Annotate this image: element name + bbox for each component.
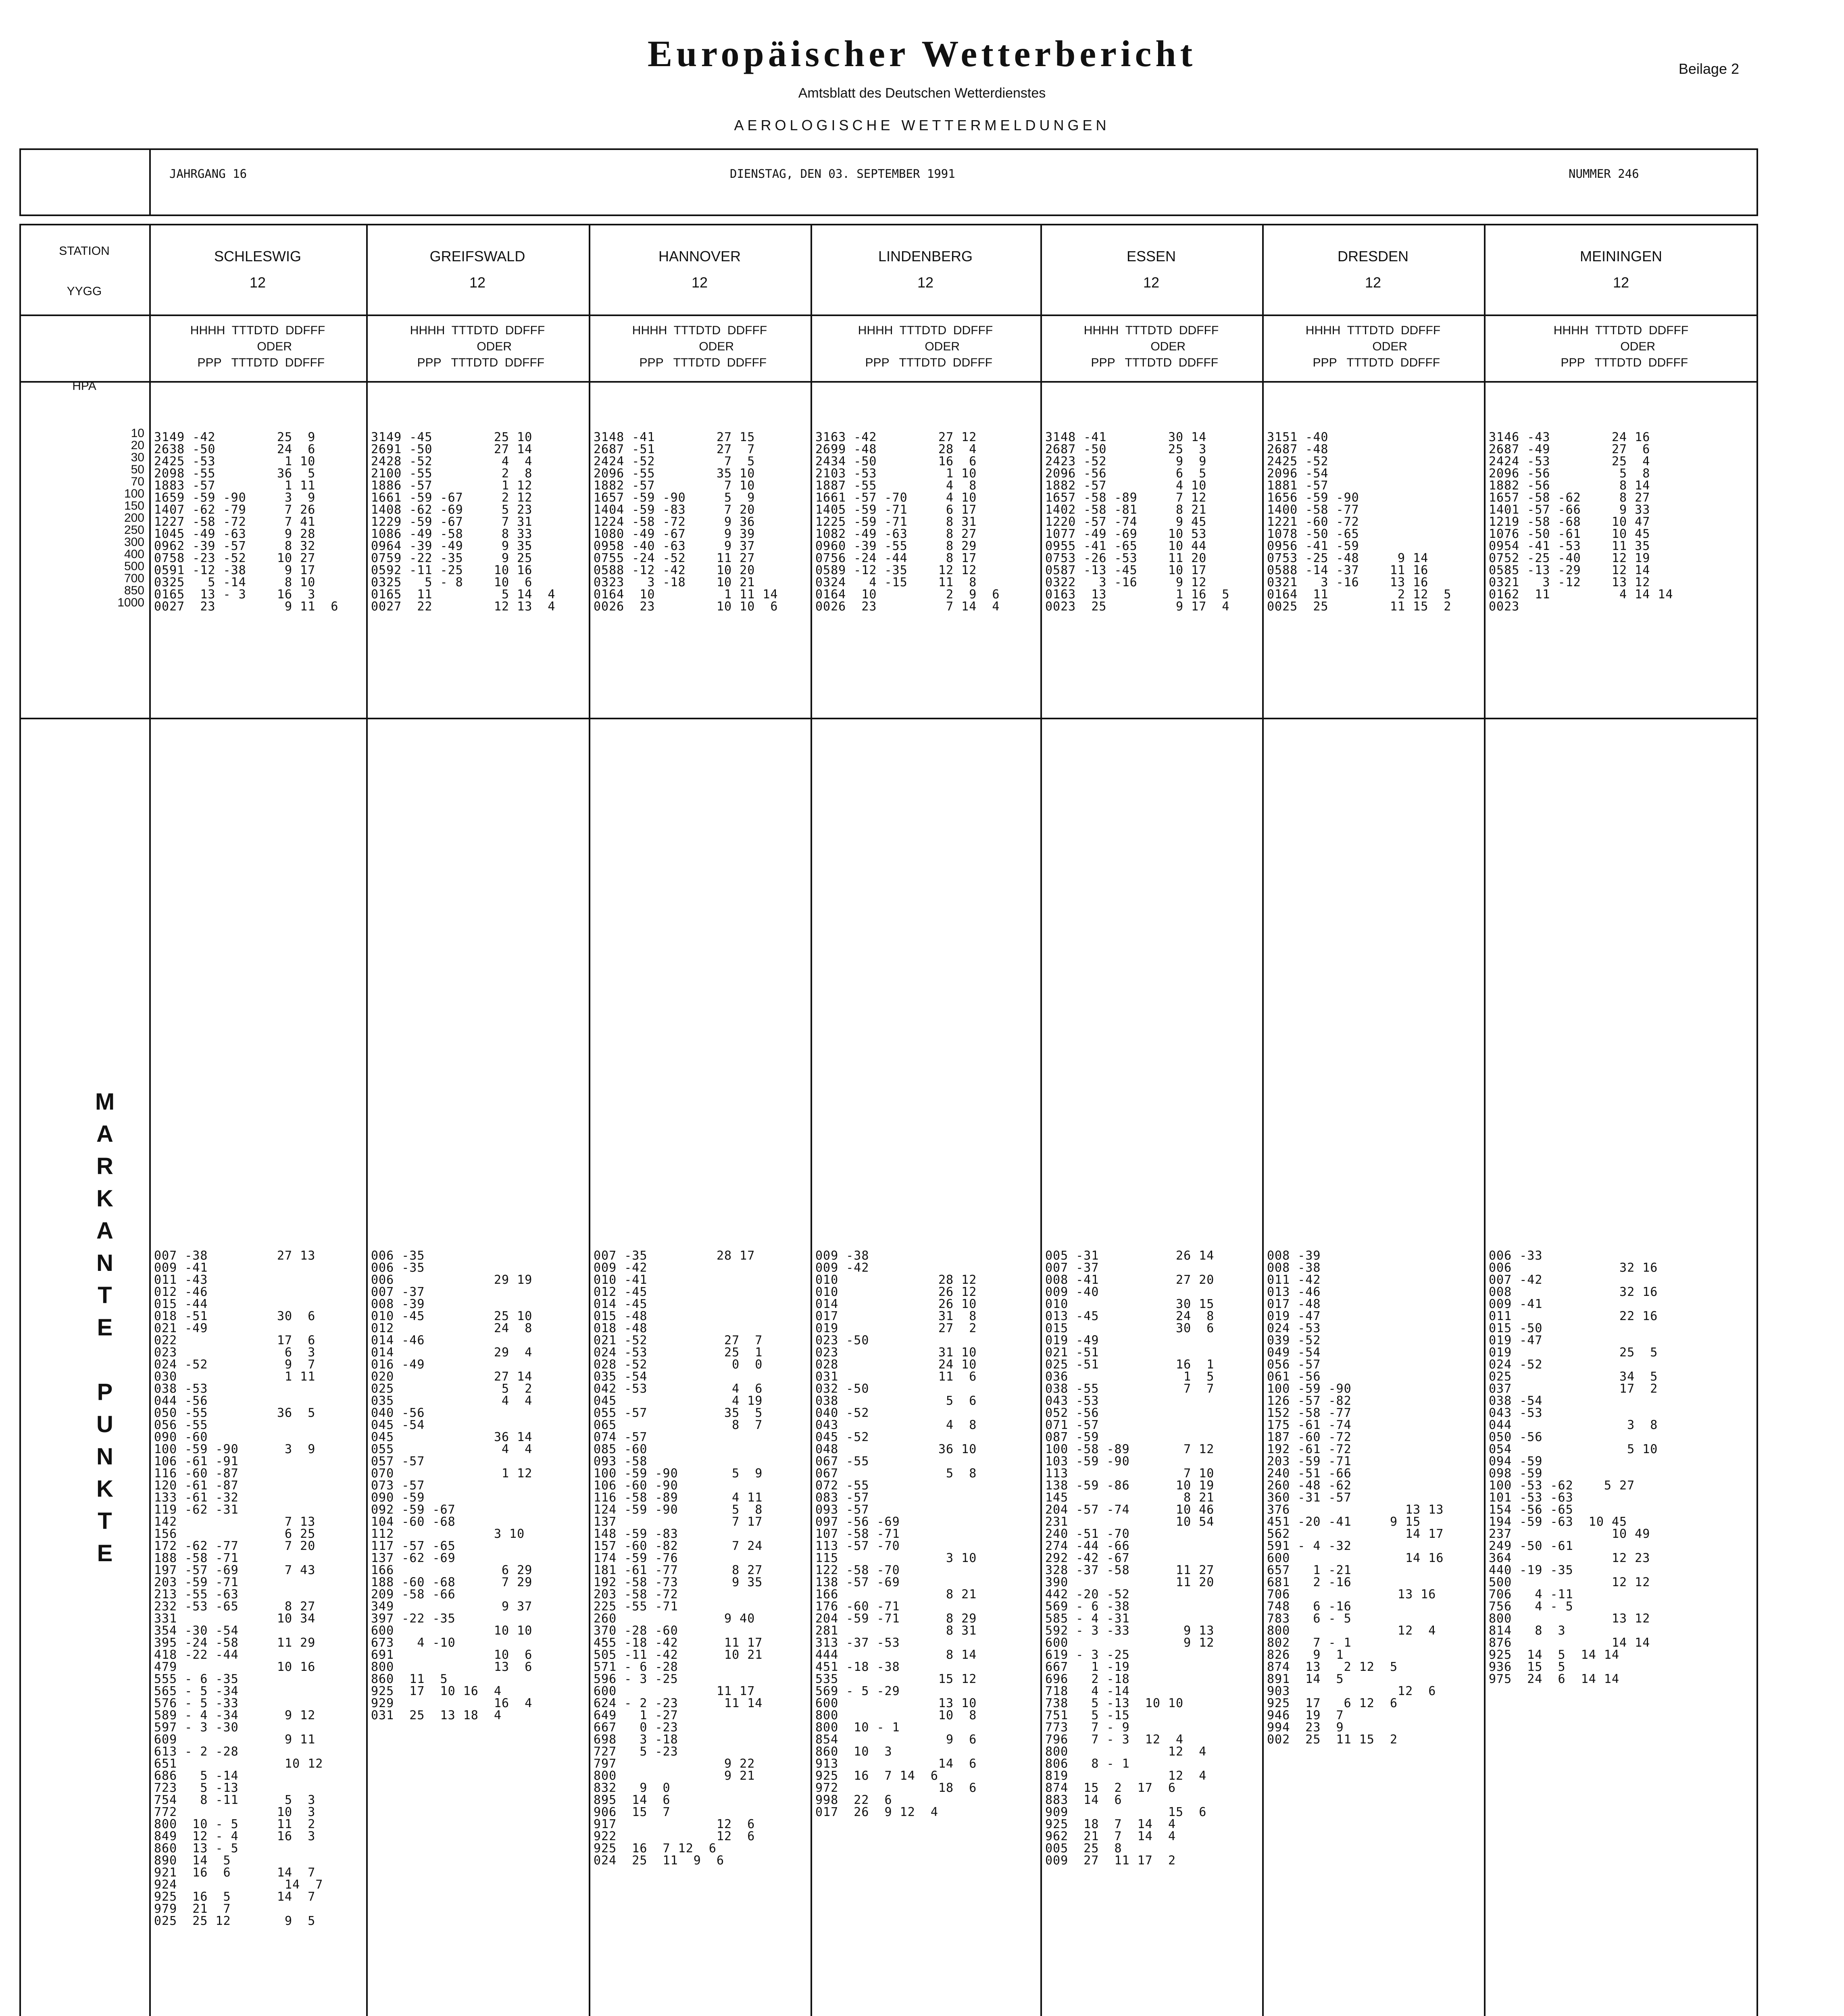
- pressure-levels: [19, 427, 144, 710]
- station-yygg: 12: [691, 274, 708, 291]
- station-label: STATION: [59, 244, 110, 258]
- yygg-label: YYGG: [67, 285, 102, 298]
- volume-label: JAHRGANG 16: [169, 167, 247, 181]
- markante-letter: E: [97, 1314, 113, 1341]
- significant-points-data: 007 -38 27 13 009 -41 011 -43 012 -46 015 -44 018 -51 30 6 021 -49 022 17 6 023 6 3 024 -52 9 7 030 1 11 038 -53 044 -56 050 -55 36 5 056 -55 090 -60 100 -59 -90 3 9 106 -61 -91 116 -60 -87 120 -61 -87 133 -61 -32 119 -62 -31 142 7 13 156 6 25 172 -62 -77 7 20 188 -58 -71 197 -57 -69 7 43 203 -59 -71 213 -55 -63 232 -53 -65 8 27 331 10 34 354 -30 -54 395 -24 -58 11 29 418 -22 -44 479 10 16 555 - 6 -35 565 - 5 -34 576 - 5 -33 589 - 4 -34 9 12 597 - 3 -30 609 9 11 613 - 2 -28 651 10 12 686 5 -14 723 5 -13 754 8 -11 5 3 772 10 3 800 10 - 5 11 2 849 12 - 4 16 3 860 13 - 5 890 14 5 921 16 6 14 7 924 14 7 925 16 5 14 7 979 21 7 025 25 12 9 5: [154, 1249, 323, 1928]
- markante-letter: P: [97, 1379, 113, 1405]
- markante-letter: R: [96, 1153, 113, 1179]
- report-title: Europäischer Wetterbericht: [647, 33, 1197, 74]
- station-name: SCHLESWIG: [214, 248, 302, 264]
- station-yygg: 12: [1143, 274, 1160, 291]
- column-header: HHHH TTTDTD DDFFF ODER PPP TTTDTD DDFFF: [1083, 324, 1219, 369]
- column-header: HHHH TTTDTD DDFFF ODER PPP TTTDTD DDFFF: [410, 324, 545, 369]
- section-title: AEROLOGISCHE WETTERMELDUNGEN: [734, 117, 1110, 133]
- markante-letter: N: [96, 1250, 113, 1276]
- station-yygg: 12: [1365, 274, 1381, 291]
- supplement-label: Beilage 2: [1678, 60, 1739, 77]
- column-header: HHHH TTTDTD DDFFF ODER PPP TTTDTD DDFFF: [1553, 324, 1689, 369]
- column-header: HHHH TTTDTD DDFFF ODER PPP TTTDTD DDFFF: [190, 324, 325, 369]
- station-column-divider: [589, 224, 590, 2016]
- markante-letter: N: [96, 1443, 113, 1470]
- station-yygg: 12: [1613, 274, 1629, 291]
- station-name: DRESDEN: [1337, 248, 1409, 264]
- column-header: HHHH TTTDTD DDFFF ODER PPP TTTDTD DDFFF: [632, 324, 767, 369]
- station-name: ESSEN: [1126, 248, 1176, 264]
- station-column-divider: [1262, 224, 1264, 2016]
- standard-levels-data: 3146 -43 24 16 2687 -49 27 6 2424 -53 25 4 2096 -56 5 8 1882 -56 8 14 1657 -58 -62 8 27 1401 -57 -66 9 33 1219 -58 -68 10 47 1076 -50 -61 10 45 0954 -41 -53 11 35 0752 -25 -40 12 19 0585 -13 -29 12 14 0321 3 -12 13 12 0162 11 4 14 14 0023: [1489, 430, 1673, 614]
- markante-letter: T: [98, 1282, 112, 1308]
- station-name: GREIFSWALD: [429, 248, 525, 264]
- row-divider: [19, 718, 1758, 719]
- issue-date: DIENSTAG, DEN 03. SEPTEMBER 1991: [730, 167, 955, 181]
- significant-points-data: 006 -33 006 32 16 007 -42 008 32 16 009 -41 011 22 16 015 -50 019 -47 019 25 5 024 -52 025 34 5 037 17 2 038 -54 043 -53 044 3 8 050 -56 054 5 10 094 -59 098 -59 100 -53 -62 5 27 101 -53 -63 154 -56 -65 194 -59 -63 10 45 237 10 49 249 -50 -61 364 12 23 440 -19 -35 500 12 12 706 4 -11 756 4 - 5 800 13 12 814 8 3 876 14 14 925 14 5 14 14 936 15 5 975 24 6 14 14: [1489, 1249, 1658, 1686]
- station-column-divider: [1484, 224, 1486, 2016]
- significant-points-data: 009 -38 009 -42 010 28 12 010 26 12 014 26 10 017 31 8 019 27 2 023 -50 023 31 10 028 24 10 031 11 6 032 -50 038 5 6 040 -52 043 4 8 045 -52 048 36 10 067 -55 067 5 8 072 -55 083 -57 093 -57 097 -56 -69 107 -58 -71 113 -57 -70 115 3 10 122 -58 -70 138 -57 -69 166 8 21 176 -60 -71 204 -59 -71 8 29 281 8 31 313 -37 -53 444 8 14 451 -18 -38 535 15 12 569 - 5 -29 600 13 10 800 10 8 800 10 - 1 854 9 6 860 10 3 913 14 6 925 16 7 14 6 972 18 6 998 22 6 017 26 9 12 4: [815, 1249, 977, 1819]
- station-name: MEININGEN: [1579, 248, 1662, 264]
- markante-letter: A: [96, 1121, 113, 1147]
- standard-levels-data: 3149 -45 25 10 2691 -50 27 14 2428 -52 4 4 2100 -55 2 8 1886 -57 1 12 1661 -59 -67 2 12 1408 -62 -69 5 23 1229 -59 -67 7 31 1086 -49 -58 8 33 0964 -39 -49 9 35 0759 -22 -35 9 25 0592 -11 -25 10 16 0325 5 - 8 10 6 0165 11 5 14 4 0027 22 12 13 4: [371, 430, 556, 614]
- column-header: HHHH TTTDTD DDFFF ODER PPP TTTDTD DDFFF: [1305, 324, 1441, 369]
- significant-points-data: 006 -35 006 -35 006 29 19 007 -37 008 -39 010 -45 25 10 012 24 8 014 -46 014 29 4 016 -49 020 27 14 025 5 2 035 4 4 040 -56 045 -54 045 36 14 055 4 4 057 -57 070 1 12 073 -57 090 -59 092 -59 -67 104 -60 -68 112 3 10 117 -57 -65 137 -62 -69 166 6 29 188 -60 -68 7 29 209 -58 -66 349 9 37 397 -22 -35 600 10 10 673 4 -10 691 10 6 800 13 6 860 11 5 925 17 10 16 4 929 16 4 031 25 13 18 4: [371, 1249, 533, 1722]
- divider: [149, 148, 151, 216]
- standard-levels-data: 3148 -41 27 15 2687 -51 27 7 2424 -52 7 5 2096 -55 35 10 1882 -57 7 10 1657 -59 -90 5 9 1404 -59 -83 7 20 1224 -58 -72 9 36 1080 -49 -67 9 39 0958 -40 -63 9 37 0755 -24 -52 11 27 0588 -12 -42 10 20 0323 3 -18 10 21 0164 10 1 11 14 0026 23 10 10 6: [594, 430, 778, 614]
- standard-levels-data: 3163 -42 27 12 2699 -48 28 4 2434 -50 16 6 2103 -53 1 10 1887 -55 4 8 1661 -57 -70 4 10 1405 -59 -71 6 17 1225 -59 -71 8 31 1082 -49 -63 8 27 0960 -39 -55 8 29 0756 -24 -44 8 17 0589 -12 -35 12 12 0324 4 -15 11 8 0164 10 2 9 6 0026 23 7 14 4: [815, 430, 1000, 614]
- station-yygg: 12: [917, 274, 934, 291]
- standard-levels-data: 3151 -40 2687 -48 2425 -52 2096 -54 1881 -57 1656 -59 -90 1400 -58 -77 1221 -60 -72 1078 -50 -65 0956 -41 -59 0753 -25 -48 9 14 0588 -14 -37 11 16 0321 3 -16 13 16 0164 11 2 12 5 0025 25 11 15 2: [1267, 430, 1452, 614]
- significant-points-data: 007 -35 28 17 009 -42 010 -41 012 -45 014 -45 015 -48 018 -48 021 -52 27 7 024 -53 25 1 028 -52 0 0 035 -54 042 -53 4 6 045 4 19 055 -57 35 5 065 8 7 074 -57 085 -60 093 -58 100 -59 -90 5 9 106 -60 -90 116 -58 -89 4 11 124 -59 -90 5 8 137 7 17 148 -59 -83 157 -60 -82 7 24 174 -59 -76 181 -61 -77 8 27 192 -58 -73 9 35 203 -58 -72 225 -55 -71 260 9 40 370 -28 -60 455 -18 -42 11 17 505 -11 -42 10 21 571 - 6 -28 596 - 3 -25 600 11 17 624 - 2 -23 11 14 649 1 -27 667 0 -23 698 3 -18 727 5 -23 797 9 22 800 9 21 832 9 0 895 14 6 906 15 7 917 12 6 922 12 6 925 16 7 12 6 024 25 11 9 6: [594, 1249, 763, 1868]
- significant-points-data: 005 -31 26 14 007 -37 008 -41 27 20 009 -40 010 30 15 013 -45 24 8 015 30 6 019 -49 021 -51 025 -51 16 1 036 1 5 038 -55 7 7 043 -53 052 -56 071 -57 087 -59 100 -58 -89 7 12 103 -59 -90 113 7 10 138 -59 -86 10 19 145 8 21 204 -57 -74 10 46 231 10 54 240 -51 -70 274 -44 -66 292 -42 -67 328 -37 -58 11 27 390 11 20 442 -20 -52 569 - 6 -38 585 - 4 -31 592 - 3 -33 9 13 600 9 12 619 - 3 -25 667 1 -19 696 2 -18 718 4 -14 738 5 -13 10 10 751 5 -15 773 7 - 9 796 7 - 3 12 4 800 12 4 806 8 - 1 819 12 4 874 15 2 17 6 883 14 6 909 15 6 925 18 7 14 4 962 21 7 14 4 005 25 8 009 27 11 17 2: [1045, 1249, 1215, 1868]
- column-header: HHHH TTTDTD DDFFF ODER PPP TTTDTD DDFFF: [858, 324, 993, 369]
- issue-number: NUMMER 246: [1569, 167, 1639, 181]
- station-name: LINDENBERG: [878, 248, 973, 264]
- standard-levels-data: 3149 -42 25 9 2638 -50 24 6 2425 -53 1 10 2098 -55 36 5 1883 -57 1 11 1659 -59 -90 3 9 1407 -62 -79 7 26 1227 -58 -72 7 41 1045 -49 -63 9 28 0962 -39 -57 8 32 0758 -23 -52 10 27 0591 -12 -38 9 17 0325 5 -14 8 10 0165 13 - 3 16 3 0027 23 9 11 6: [154, 430, 339, 614]
- row-divider: [19, 381, 1758, 383]
- station-yygg: 12: [469, 274, 486, 291]
- station-column-divider: [366, 224, 368, 2016]
- station-column-divider: [811, 224, 812, 2016]
- markante-letter: T: [98, 1508, 112, 1534]
- station-yygg: 12: [249, 274, 266, 291]
- markante-letter: K: [96, 1476, 113, 1502]
- hpa-label: HPA: [72, 379, 96, 393]
- report-subtitle: Amtsblatt des Deutschen Wetterdienstes: [798, 85, 1046, 101]
- markante-letter: A: [96, 1218, 113, 1244]
- markante-letter: M: [95, 1089, 115, 1115]
- row-divider: [19, 314, 1758, 316]
- markante-letter: K: [96, 1185, 113, 1212]
- label-column-divider: [149, 224, 151, 2016]
- station-column-divider: [1040, 224, 1042, 2016]
- station-name: HANNOVER: [658, 248, 741, 264]
- issue-header-box: [19, 148, 1758, 216]
- significant-points-data: 008 -39 008 -38 011 -42 013 -46 017 -48 019 -47 024 -53 039 -52 049 -54 056 -57 061 -56 100 -59 -90 126 -57 -82 152 -58 -77 175 -61 -74 187 -60 -72 192 -61 -72 203 -59 -71 240 -51 -66 260 -48 -62 360 -31 -57 376 13 13 451 -20 -41 9 15 562 14 17 591 - 4 -32 600 14 16 657 1 -21 681 2 -16 706 13 16 748 6 -16 783 6 - 5 800 12 4 802 7 - 1 826 9 1 874 13 2 12 5 891 14 5 903 12 6 925 17 6 12 6 946 19 7 994 23 9 002 25 11 15 2: [1267, 1249, 1444, 1747]
- standard-levels-data: 3148 -41 30 14 2687 -50 25 3 2423 -52 9 9 2096 -56 6 5 1882 -57 4 10 1657 -58 -89 7 12 1402 -58 -81 8 21 1220 -57 -74 9 45 1077 -49 -69 10 53 0955 -41 -65 10 44 0753 -26 -53 11 20 0587 -13 -45 10 17 0322 3 -16 9 12 0163 13 1 16 5 0023 25 9 17 4: [1045, 430, 1230, 614]
- pressure-level-list: 10 20 30 50 70 100 150 200 250 300 400 500 700 850 1000: [117, 427, 144, 609]
- markante-letter: U: [96, 1411, 113, 1437]
- markante-letter: E: [97, 1540, 113, 1566]
